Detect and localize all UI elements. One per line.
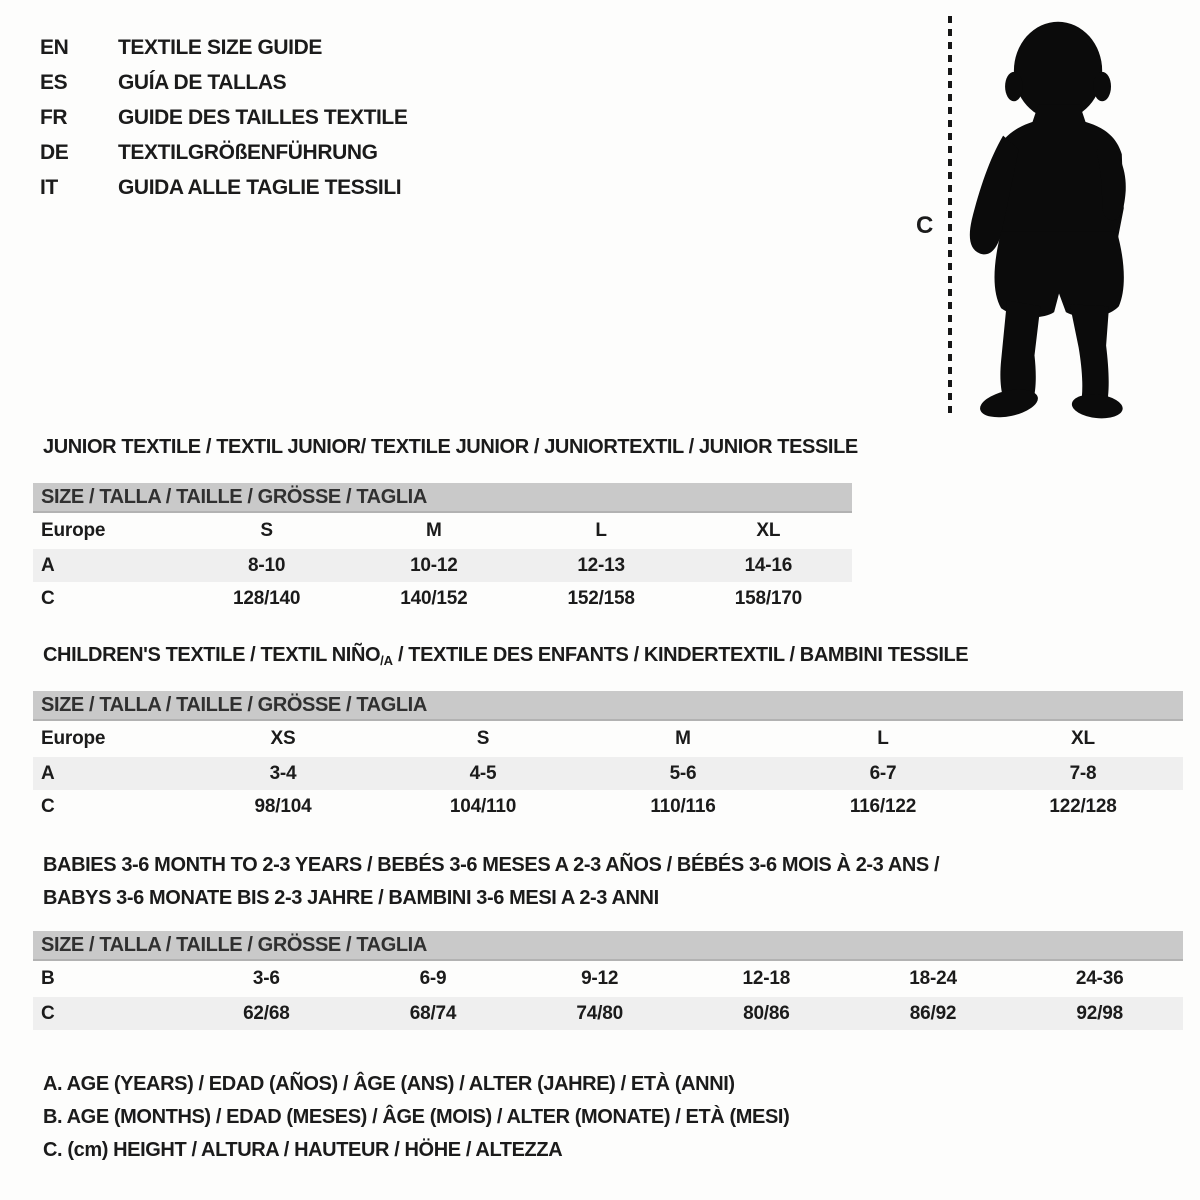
lang-title: GUIDA ALLE TAGLIE TESSILI <box>118 176 402 199</box>
cell-value: 140/152 <box>400 588 468 609</box>
size-header-bar: SIZE / TALLA / TAILLE / GRÖSSE / TAGLIA <box>33 931 1183 961</box>
row-label: Europe <box>41 728 106 749</box>
cell-value: S <box>476 728 490 749</box>
babies-title-line1: BABIES 3-6 MONTH TO 2-3 YEARS / BEBÉS 3-6 MESES A 2-3 AÑOS / BÉBÉS 3-6 MOIS À 2-3 ANS / <box>43 854 940 876</box>
cell-value: L <box>877 728 889 749</box>
cell-value: 9-12 <box>581 968 619 989</box>
lang-code: DE <box>40 141 69 164</box>
cell-value: S <box>260 520 273 541</box>
cell-value: 6-9 <box>419 968 447 989</box>
lang-title: GUIDE DES TAILLES TEXTILE <box>118 106 408 129</box>
children-section-title <box>43 643 968 673</box>
lang-code: FR <box>40 106 68 129</box>
height-measure-label: C <box>916 212 934 239</box>
row-label: B <box>41 968 55 989</box>
lang-row-en <box>40 30 407 65</box>
cell-value: 10-12 <box>410 555 458 576</box>
cell-value: 3-6 <box>252 968 280 989</box>
cell-value: 24-36 <box>1075 968 1124 989</box>
lang-row-es <box>40 65 407 100</box>
lang-row-de <box>40 135 407 170</box>
lang-title: GUÍA DE TALLAS <box>118 71 287 94</box>
legend-line-a: A. AGE (YEARS) / EDAD (AÑOS) / ÂGE (ANS) / ALTER (JAHRE) / ETÀ (ANNI) <box>43 1073 735 1095</box>
children-title-suffix: / TEXTILE DES ENFANTS / KINDERTEXTIL / BAMBINI TESSILE <box>392 644 969 666</box>
language-title-block <box>40 30 407 205</box>
legend-line-c: C. (cm) HEIGHT / ALTURA / HAUTEUR / HÖHE / ALTEZZA <box>43 1139 563 1161</box>
cell-value: 98/104 <box>254 796 312 817</box>
cell-value: M <box>675 728 691 749</box>
cell-value: L <box>595 520 607 541</box>
lang-row-it <box>40 170 407 205</box>
table-row-age <box>33 549 852 582</box>
cell-value: 110/116 <box>650 796 716 817</box>
cell-value: 7-8 <box>1069 763 1097 784</box>
cell-value: 128/140 <box>232 588 301 609</box>
table-row-europe <box>33 513 852 549</box>
cell-value: 62/68 <box>243 1003 290 1024</box>
row-label: C <box>41 588 55 609</box>
table-row-height <box>33 582 852 615</box>
cell-value: 86/92 <box>909 1003 957 1024</box>
cell-value: 122/128 <box>1049 796 1117 817</box>
babies-size-table <box>33 931 1183 1030</box>
cell-value: XL <box>1071 728 1095 749</box>
table-row-age <box>33 757 1183 790</box>
lang-code: ES <box>40 71 68 94</box>
cell-value: 92/98 <box>1076 1003 1123 1024</box>
cell-value: 5-6 <box>669 763 697 784</box>
cell-value: 104/110 <box>449 796 517 817</box>
cell-value: 3-4 <box>269 763 297 784</box>
cell-value: 80/86 <box>743 1003 790 1024</box>
row-label: C <box>41 796 55 817</box>
size-header-bar: SIZE / TALLA / TAILLE / GRÖSSE / TAGLIA <box>33 483 852 513</box>
cell-value: 6-7 <box>869 763 897 784</box>
row-label: Europe <box>41 520 106 541</box>
cell-value: M <box>426 520 442 541</box>
toddler-silhouette <box>952 12 1168 424</box>
junior-section-title: JUNIOR TEXTILE / TEXTIL JUNIOR/ TEXTILE JUNIOR / JUNIORTEXTIL / JUNIOR TESSILE <box>43 436 858 458</box>
cell-value: 18-24 <box>909 968 957 989</box>
size-header-bar: SIZE / TALLA / TAILLE / GRÖSSE / TAGLIA <box>33 691 1183 721</box>
junior-size-table <box>33 483 852 615</box>
babies-section-title <box>43 849 939 915</box>
cell-value: 152/158 <box>567 588 635 609</box>
cell-value: 8-10 <box>248 555 286 576</box>
cell-value: XL <box>756 520 781 541</box>
lang-title: TEXTILGRÖßENFÜHRUNG <box>118 141 378 164</box>
cell-value: 14-16 <box>744 555 793 576</box>
lang-code: IT <box>40 176 58 199</box>
lang-row-fr <box>40 100 407 135</box>
row-label: C <box>41 1003 55 1024</box>
lang-code: EN <box>40 36 69 59</box>
cell-value: 116/122 <box>849 796 917 817</box>
children-title-subscript: /A <box>380 653 393 668</box>
cell-value: XS <box>270 728 296 749</box>
cell-value: 158/170 <box>734 588 803 609</box>
row-label: A <box>41 763 55 784</box>
row-label: A <box>41 555 55 576</box>
table-row-height <box>33 790 1183 823</box>
cell-value: 12-13 <box>577 555 625 576</box>
cell-value: 68/74 <box>409 1003 457 1024</box>
cell-value: 74/80 <box>576 1003 623 1024</box>
measurement-legend <box>43 1068 789 1167</box>
table-row-height <box>33 997 1183 1030</box>
lang-title: TEXTILE SIZE GUIDE <box>118 36 322 59</box>
children-title-prefix: CHILDREN'S TEXTILE / TEXTIL NIÑO <box>43 644 381 666</box>
children-size-table <box>33 691 1183 823</box>
cell-value: 12-18 <box>742 968 791 989</box>
cell-value: 4-5 <box>469 763 497 784</box>
babies-title-line2: BABYS 3-6 MONATE BIS 2-3 JAHRE / BAMBINI 3-6 MESI A 2-3 ANNI <box>43 887 659 909</box>
legend-line-b: B. AGE (MONTHS) / EDAD (MESES) / ÂGE (MOIS) / ALTER (MONATE) / ETÀ (MESI) <box>43 1106 790 1128</box>
table-row-months <box>33 961 1183 997</box>
table-row-europe <box>33 721 1183 757</box>
